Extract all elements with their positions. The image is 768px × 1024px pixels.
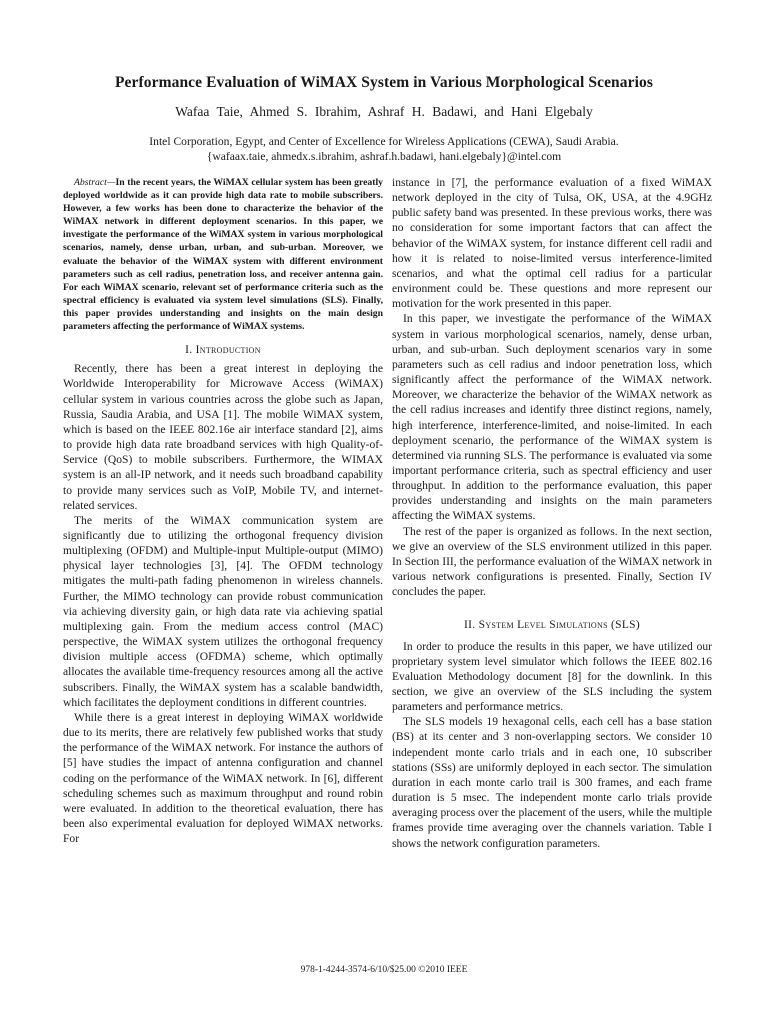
paper-title: Performance Evaluation of WiMAX System in Various Morphological Scenarios: [114, 74, 653, 91]
paragraph: The SLS models 19 hexagonal cells, each cell has a base station (BS) at its center and 3 non-overlapping sectors. We consider 10 independent monte carlo trials and in each one, 10 subscriber stations (SSs) are uniformly deployed in each sector. The simulation duration in each monte carlo trail is 300 frames, and each frame duration is 5 msec. The independent monte carlo trials provide averaging process over the placement of the users, while the multiple frames provide time averaging over the channels variation. Table I shows the network configuration parameters.: [392, 716, 712, 850]
section-heading-sls: II. System Level Simulations (SLS): [464, 619, 640, 632]
abstract: [63, 176, 383, 333]
paragraph: The rest of the paper is organized as follows. In the next section, we give an overview of the SLS environment utilized in this paper. In Section III, the performance evaluation of the WiMAX network in various network configurations is presented. Finally, Section IV concludes the paper.: [392, 525, 712, 599]
paragraph: In this paper, we investigate the performance of the WiMAX system in various morphological scenarios, namely, dense urban, urban, and sub-urban. Such deployment scenarios vary in some parameters such as cell radius and indoor penetration loss, which significantly affect the performance of the WiMAX network. Moreover, we characterize the behavior of the WiMAX network as the cell radius increases and identify three distinct regions, namely, high interference, interference-limited, and noise-limited. In each deployment scenario, the performance of the WiMAX system is determined via running SLS. The performance is evaluated via some important performance criteria, such as spectral efficiency and user throughput. In addition to the performance evaluation, this paper provides understanding and insights on the main parameters affecting the WiMAX systems.: [392, 313, 712, 523]
paragraph: In order to produce the results in this paper, we have utilized our proprietary system level simulator which follows the IEEE 802.16 Evaluation Methodology document [8] for the downlink. In this section, we give an overview of the SLS including the system parameters and performance metrics.: [392, 640, 712, 714]
paragraph: instance in [7], the performance evaluation of a fixed WiMAX network deployed in the city of Tulsa, OK, USA, at the 4.9GHz public safety band was presented. In these previous works, there was no consideration for some important factors that can affect the behavior of the WiMAX system, for instance different cell radii and how it is related to noise-limited versus interference-limited scenarios, and what the optimal cell radius for a particular environment could be. These questions and more represent our motivation for the work presented in this paper.: [392, 177, 712, 311]
left-column: [63, 176, 383, 847]
affiliation-line: Intel Corporation, Egypt, and Center of Excellence for Wireless Applications (CEWA), Saudi Arabia.: [149, 135, 619, 148]
paragraph: Recently, there has been a great interest in deploying the Worldwide Interoperability for Microwave Access (WiMAX) cellular system in various countries across the globe such as Japan, Russia, Saudia Arabia, and USA [1]. The mobile WiMAX system, which is based on the IEEE 802.16e air interface standard [2], aims to provide high data rate broadband services with high Quality-of-Service (QoS) to mobile subscribers. Furthermore, the WIMAX system is an all-IP network, and it needs such broadband capability to provide many services such as VoIP, Mobile TV, and internet-related services.: [63, 363, 383, 512]
abstract-body: In the recent years, the WiMAX cellular system has been greatly deployed worldwide as it can provide high data rate to mobile subscribers. However, a few works has been done to characterize the behavior of the WiMAX network in different deployment scenarios. In this paper, we investigate the performance of the WiMAX system in various morphological scenarios, namely, dense urban, urban, and sub-urban. Moreover, we evaluate the behavior of the WiMAX system with different environment parameters such as cell radius, penetration loss, and receiver antenna gain. For each WiMAX scenario, relevant set of performance criteria such as the spectral efficiency is evaluated via system level simulations (SLS). Finally, this paper provides understanding and insights on the main design parameters affecting the performance of WiMAX systems.: [63, 177, 383, 333]
paragraph: The merits of the WiMAX communication system are significantly due to utilizing the orthogonal frequency division multiplexing (OFDM) and Multiple-input Multiple-output (MIMO) physical layer technologies [3], [4]. The OFDM technology mitigates the multi-path fading phenomenon in wireless channels. Further, the MIMO technology can provide robust communication via achieving diversity gain, or high data rate via achieving spatial multiplexing gain. From the medium access control (MAC) perspective, the WiMAX system utilizes the orthogonal frequency division multiple access (OFDMA) scheme, which optimally allocates the available time-frequency resources among all the active subscribers. Finally, the WiMAX system has a scalable bandwidth, which facilitates the deployment conditions in different countries.: [63, 514, 383, 709]
abstract-lead: Abstract—: [74, 177, 116, 188]
right-column: [392, 176, 712, 852]
copyright-footer: 978-1-4244-3574-6/10/$25.00 ©2010 IEEE: [300, 965, 468, 975]
author-emails: {wafaax.taie, ahmedx.s.ibrahim, ashraf.h.badawi, hani.elgebaly}@intel.com: [206, 150, 562, 163]
paper-authors: Wafaa Taie, Ahmed S. Ibrahim, Ashraf H. Badawi, and Hani Elgebaly: [175, 104, 593, 119]
section-heading-introduction: I. Introduction: [185, 344, 261, 357]
paper-affiliation: [40, 134, 728, 164]
paragraph: While there is a great interest in deploying WiMAX worldwide due to its merits, there are relatively few published works that study the performance of the WiMAX network. For instance the authors of [5] have studies the impact of antenna configuration and channel coding on the performance of the WiMAX network. In [6], different scheduling schemes such as maximum throughput and round robin were evaluated. In addition to the theoretical evaluation, there has been also experimental evaluation for deployed WiMAX networks. For: [63, 711, 383, 846]
